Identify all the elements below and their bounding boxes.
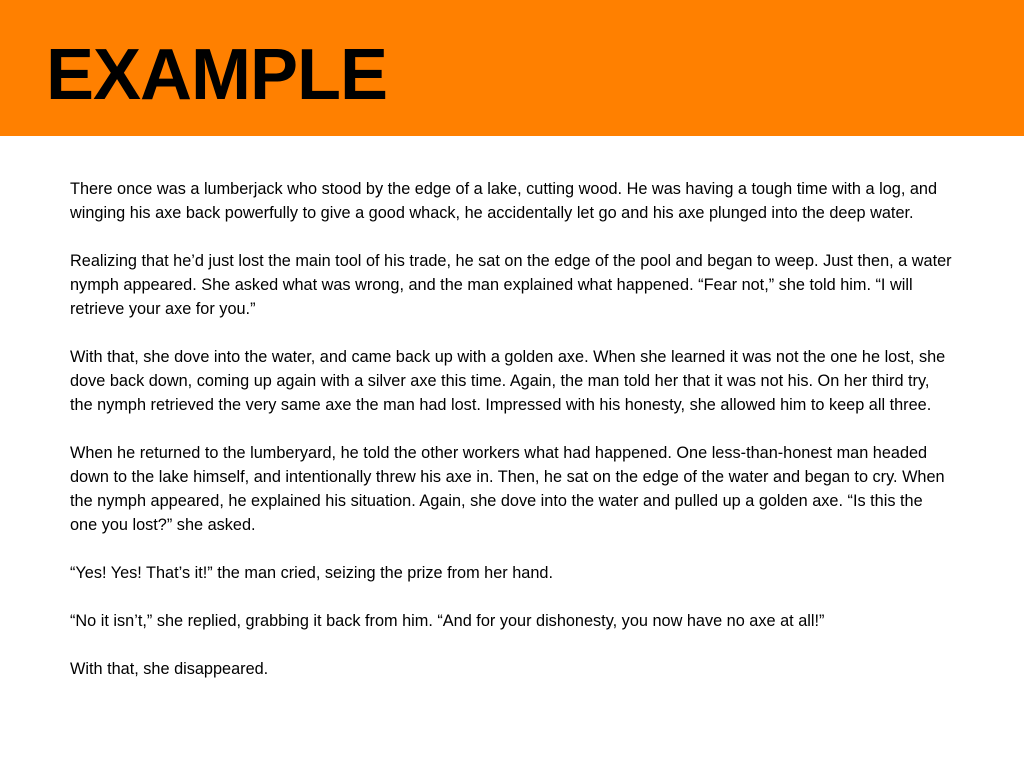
story-paragraph: When he returned to the lumberyard, he told the other workers what had happened. One less-than-honest man headed down to the lake himself, and intentionally threw his axe in. Then, he sat on the edge of the water and began to cry. When the nymph appeared, he explained his situation. Again, she dove into the water and pulled up a golden axe. “Is this the one you lost?” she asked. (70, 444, 945, 534)
story-paragraph: There once was a lumberjack who stood by the edge of a lake, cutting wood. He was having a tough time with a log, and winging his axe back powerfully to give a good whack, he accidentally let go and his axe plunged into the deep water. (70, 180, 938, 222)
story-paragraph: With that, she dove into the water, and came back up with a golden axe. When she learned it was not the one he lost, she dove back down, coming up again with a silver axe this time. Again, the man told her that it was not his. On her third try, the nymph retrieved the very same axe the man had lost. Impressed with his honesty, she allowed him to keep all three. (70, 348, 946, 414)
story-paragraph: “Yes! Yes! That’s it!” the man cried, seizing the prize from her hand. (70, 564, 553, 582)
story-paragraph: “No it isn’t,” she replied, grabbing it back from him. “And for your dishonesty, you now have no axe at all!” (70, 612, 825, 630)
story-paragraph: Realizing that he’d just lost the main tool of his trade, he sat on the edge of the pool and began to weep. Just then, a water nymph appeared. She asked what was wrong, and the man explained what happened. “Fear not,” she told him. “I will retrieve your axe for you.” (70, 252, 952, 318)
title-band (0, 0, 1024, 136)
story-paragraph: With that, she disappeared. (70, 660, 269, 678)
slide-title: EXAMPLE (46, 35, 388, 115)
story-text (70, 177, 954, 681)
